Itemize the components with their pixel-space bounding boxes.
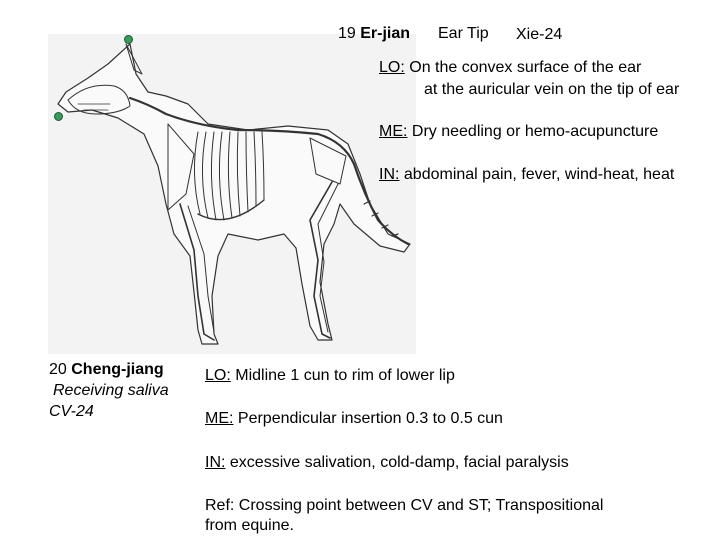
point-20-code: CV-24 xyxy=(49,403,94,420)
point-19-header xyxy=(338,24,410,44)
point-20-english-name: Receiving saliva xyxy=(53,382,169,399)
point-19-indications-text: abdominal pain, fever, wind-heat, heat xyxy=(399,166,675,183)
point-20-indications-text: excessive salivation, cold-damp, facial paralysis xyxy=(225,454,569,471)
dog-skeleton-drawing xyxy=(48,34,416,354)
point-19-number: 19 xyxy=(338,25,356,42)
point-19-english-name: Ear Tip xyxy=(438,25,489,42)
point-20-name: Cheng-jiang xyxy=(71,361,164,378)
point-20-location xyxy=(205,366,455,386)
me-label: ME: xyxy=(205,410,234,427)
point-19-method-text: Dry needling or hemo-acupuncture xyxy=(407,123,659,140)
point-19-location-cont: at the auricular vein on the tip of ear xyxy=(424,81,680,98)
in-label: IN: xyxy=(379,166,400,183)
point-19-location xyxy=(379,58,641,78)
point-20-number: 20 xyxy=(49,361,67,378)
point-20-method xyxy=(205,409,503,429)
point-19-location-text: On the convex surface of the ear xyxy=(404,59,642,76)
dog-skeleton-figure xyxy=(48,34,416,354)
lo-label: LO: xyxy=(205,367,231,384)
point-20-header xyxy=(49,360,164,380)
point-20-reference: Ref: Crossing point between CV and ST; Transpositional xyxy=(205,497,604,514)
cheng-jiang-point-marker xyxy=(54,112,63,121)
point-19-indications xyxy=(379,165,674,185)
point-20-indications xyxy=(205,453,569,473)
point-20-reference-cont: from equine. xyxy=(205,517,294,534)
point-19-method xyxy=(379,122,658,142)
lo-label: LO: xyxy=(379,59,405,76)
point-20-location-text: Midline 1 cun to rim of lower lip xyxy=(230,367,455,384)
er-jian-point-marker xyxy=(124,35,133,44)
point-19-code: Xie-24 xyxy=(516,26,563,43)
point-20-method-text: Perpendicular insertion 0.3 to 0.5 cun xyxy=(233,410,503,427)
point-19-name: Er-jian xyxy=(360,25,411,42)
me-label: ME: xyxy=(379,123,408,140)
in-label: IN: xyxy=(205,454,226,471)
